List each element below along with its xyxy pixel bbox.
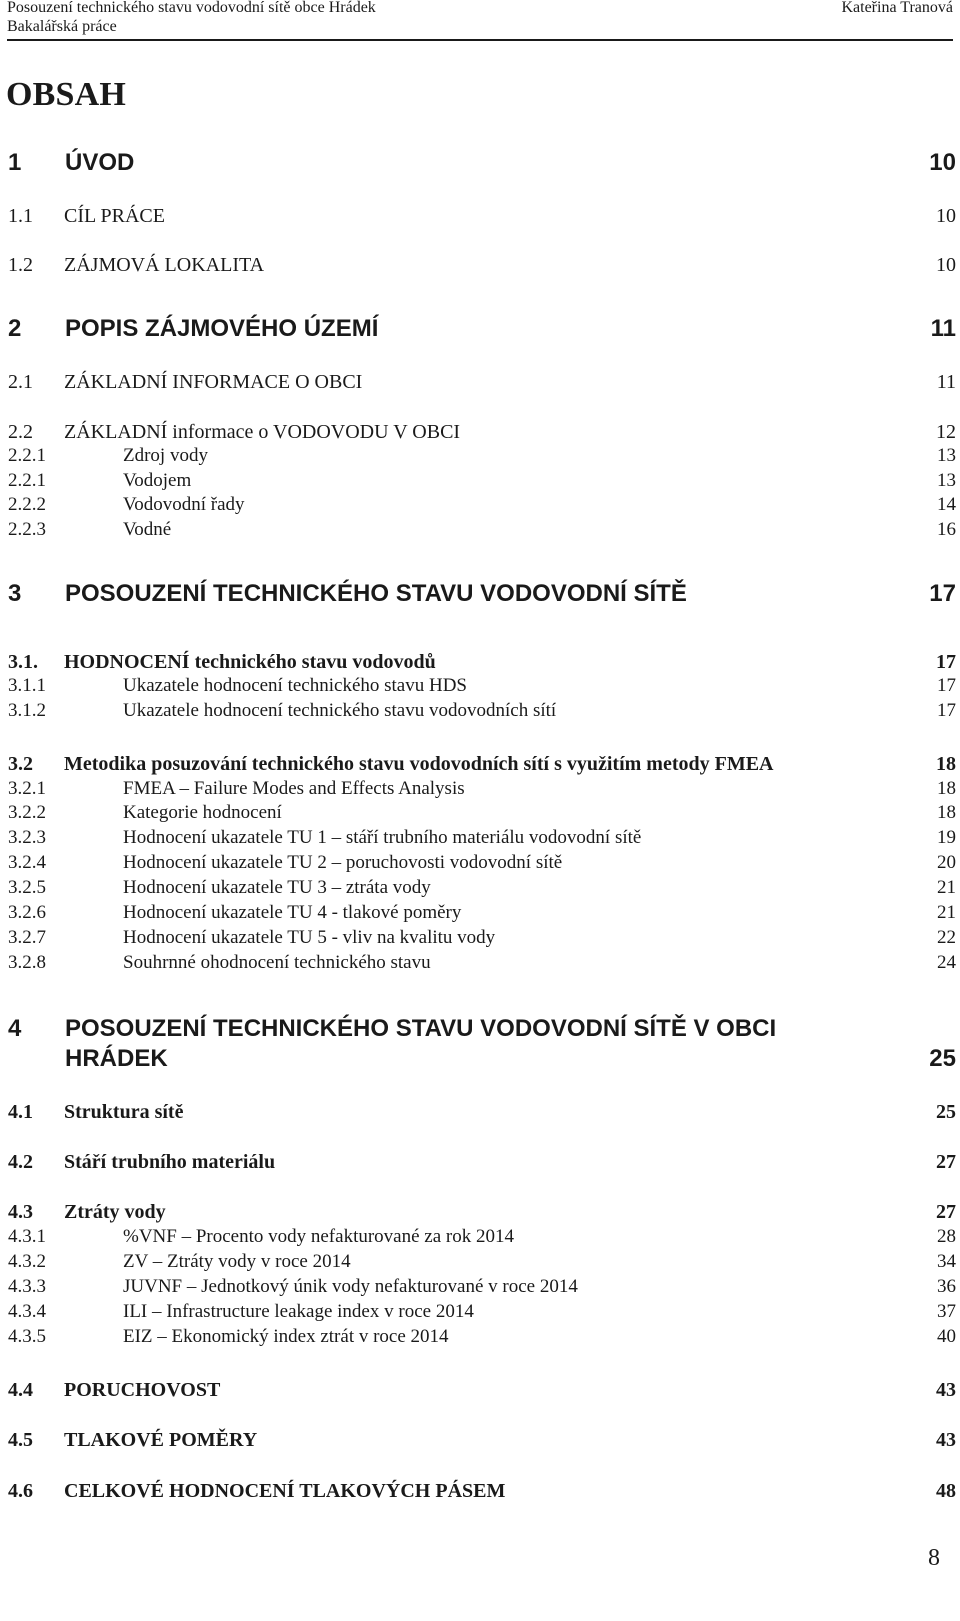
toc-entry-page: 10 xyxy=(936,254,956,276)
toc-entry-title: ÚVOD xyxy=(65,149,135,176)
toc-entry-number: 1 xyxy=(8,149,22,176)
header-doc-type: Bakalářská práce xyxy=(7,18,117,35)
toc-entry-number: 4.3.3 xyxy=(8,1276,46,1297)
toc-entry-chapter[interactable] xyxy=(8,148,956,178)
toc-entry-number: 3.2.5 xyxy=(8,877,46,898)
toc-entry-title: ZV – Ztráty vody v roce 2014 xyxy=(123,1251,351,1272)
toc-entry-page: 17 xyxy=(936,651,956,673)
toc-entry-number: 2.1 xyxy=(8,371,33,393)
toc-entry-number: 3.2.1 xyxy=(8,778,46,799)
toc-entry-page: 37 xyxy=(937,1301,956,1322)
toc-entry-subsection[interactable] xyxy=(8,801,956,825)
toc-entry-number: 2.2.3 xyxy=(8,519,46,540)
toc-entry-title: Kategorie hodnocení xyxy=(123,802,282,823)
toc-entry-page: 34 xyxy=(937,1251,956,1272)
toc-entry-title: Hodnocení ukazatele TU 4 - tlakové poměry xyxy=(123,902,462,923)
toc-entry-subsection[interactable] xyxy=(8,1250,956,1274)
toc-entry-number: 3.2.4 xyxy=(8,852,46,873)
toc-entry-subsection[interactable] xyxy=(8,1300,956,1324)
toc-entry-title: TLAKOVÉ POMĚRY xyxy=(64,1429,258,1451)
toc-entry-title: JUVNF – Jednotkový únik vody nefakturované v roce 2014 xyxy=(123,1276,578,1297)
toc-entry-title: Souhrnné ohodnocení technického stavu xyxy=(123,952,431,973)
toc-entry-section[interactable] xyxy=(8,1428,956,1452)
toc-entry-subsection[interactable] xyxy=(8,518,956,542)
toc-entry-chapter[interactable] xyxy=(8,314,956,344)
toc-entry-page: 17 xyxy=(937,700,956,721)
toc-entry-number: 3.2.6 xyxy=(8,902,46,923)
toc-entry-title: Ukazatele hodnocení technického stavu HDS xyxy=(123,675,467,696)
toc-entry-section[interactable] xyxy=(8,1378,956,1402)
toc-entry-number: 4.3.2 xyxy=(8,1251,46,1272)
toc-entry-subsection[interactable] xyxy=(8,876,956,900)
toc-entry-number: 3.2.3 xyxy=(8,827,46,848)
toc-entry-page: 22 xyxy=(937,927,956,948)
toc-entry-page: 21 xyxy=(937,877,956,898)
toc-entry-title: Hodnocení ukazatele TU 5 - vliv na kvalitu vody xyxy=(123,927,496,948)
toc-entry-section[interactable] xyxy=(8,752,956,776)
toc-entry-subsection[interactable] xyxy=(8,926,956,950)
toc-entry-page: 36 xyxy=(937,1276,956,1297)
toc-entry-subsection[interactable] xyxy=(8,674,956,698)
toc-entry-page: 17 xyxy=(929,580,956,607)
toc-entry-title: ILI – Infrastructure leakage index v roce 2014 xyxy=(123,1301,474,1322)
toc-entry-page: 18 xyxy=(937,802,956,823)
toc-entry-subsection[interactable] xyxy=(8,699,956,723)
toc-entry-subsection[interactable] xyxy=(8,493,956,517)
toc-entry-page: 18 xyxy=(936,753,956,775)
toc-entry-title: Zdroj vody xyxy=(123,445,208,466)
toc-entry-title: Vodné xyxy=(123,519,172,540)
toc-title: OBSAH xyxy=(6,76,127,113)
toc-entry-number: 4.4 xyxy=(8,1379,33,1401)
toc-entry-number: 4.3.1 xyxy=(8,1226,46,1247)
toc-entry-number: 4.3.5 xyxy=(8,1326,46,1347)
toc-entry-number: 2.2.1 xyxy=(8,445,46,466)
toc-entry-chapter[interactable] xyxy=(8,579,956,609)
toc-entry-title: Struktura sítě xyxy=(64,1101,184,1123)
toc-entry-title: Metodika posuzování technického stavu vodovodních sítí s využitím metody FMEA xyxy=(64,753,774,775)
toc-entry-title: HODNOCENÍ technického stavu vodovodů xyxy=(64,651,436,673)
toc-entry-subsection[interactable] xyxy=(8,1275,956,1299)
toc-entry-section[interactable] xyxy=(8,1150,956,1174)
toc-entry-chapter[interactable] xyxy=(8,1014,956,1074)
toc-entry-number: 3.2 xyxy=(8,753,33,775)
toc-entry-number: 4.3 xyxy=(8,1201,33,1223)
toc-entry-title: Hodnocení ukazatele TU 2 – poruchovosti vodovodní sítě xyxy=(123,852,563,873)
toc-entry-page: 11 xyxy=(936,371,956,393)
toc-entry-section[interactable] xyxy=(8,1479,956,1503)
toc-entry-title: Ukazatele hodnocení technického stavu vodovodních sítí xyxy=(123,700,557,721)
toc-entry-page: 20 xyxy=(937,852,956,873)
toc-entry-section[interactable] xyxy=(8,1100,956,1124)
toc-entry-title: FMEA – Failure Modes and Effects Analysis xyxy=(123,778,465,799)
toc-entry-section[interactable] xyxy=(8,650,956,674)
toc-entry-page: 11 xyxy=(930,315,956,342)
toc-entry-page: 21 xyxy=(937,902,956,923)
toc-entry-number: 4.6 xyxy=(8,1480,33,1502)
toc-entry-page: 48 xyxy=(936,1480,956,1502)
toc-entry-page: 25 xyxy=(936,1101,956,1123)
toc-entry-page: 40 xyxy=(937,1326,956,1347)
header-author: Kateřina Tranová xyxy=(841,0,953,16)
toc-entry-subsection[interactable] xyxy=(8,851,956,875)
toc-entry-number: 4.2 xyxy=(8,1151,33,1173)
toc-entry-title: POSOUZENÍ TECHNICKÉHO STAVU VODOVODNÍ SÍTĚ xyxy=(65,580,687,607)
toc-entry-title: ZÁKLADNÍ informace o VODOVODU V OBCI xyxy=(64,421,461,443)
toc-entry-page: 17 xyxy=(937,675,956,696)
toc-entry-page: 18 xyxy=(937,778,956,799)
toc-entry-page: 25 xyxy=(929,1045,956,1072)
toc-entry-page: 10 xyxy=(929,149,956,176)
toc-entry-subsection[interactable] xyxy=(8,951,956,975)
header-doc-title: Posouzení technického stavu vodovodní sítě obce Hrádek xyxy=(7,0,376,16)
toc-entry-section[interactable] xyxy=(8,370,956,394)
toc-entry-page: 10 xyxy=(936,205,956,227)
toc-entry-number: 1.2 xyxy=(8,254,33,276)
toc-entry-number: 3 xyxy=(8,580,22,607)
toc-entry-number: 4.5 xyxy=(8,1429,33,1451)
toc-entry-title: EIZ – Ekonomický index ztrát v roce 2014 xyxy=(123,1326,449,1347)
toc-entry-page: 14 xyxy=(937,494,956,515)
toc-entry-subsection[interactable] xyxy=(8,1225,956,1249)
toc-entry-number: 2 xyxy=(8,315,22,342)
toc-entry-number: 3.1. xyxy=(8,651,38,673)
toc-entry-number: 4 xyxy=(8,1015,22,1042)
toc-entry-title: CÍL PRÁCE xyxy=(64,205,165,227)
toc-entry-title: POSOUZENÍ TECHNICKÉHO STAVU VODOVODNÍ SÍTĚ V OBCI xyxy=(65,1015,777,1042)
toc-entry-number: 4.1 xyxy=(8,1101,33,1123)
toc-entry-subsection[interactable] xyxy=(8,826,956,850)
toc-entry-section[interactable] xyxy=(8,253,956,277)
toc-entry-page: 24 xyxy=(937,952,956,973)
toc-entry-title: CELKOVÉ HODNOCENÍ TLAKOVÝCH PÁSEM xyxy=(64,1480,506,1502)
toc-entry-page: 43 xyxy=(936,1429,956,1451)
toc-entry-number: 3.2.7 xyxy=(8,927,46,948)
toc-entry-subsection[interactable] xyxy=(8,901,956,925)
toc-entry-number: 2.2 xyxy=(8,421,33,443)
toc-entry-title-continued: HRÁDEK xyxy=(65,1045,168,1072)
toc-entry-title: PORUCHOVOST xyxy=(64,1379,221,1401)
toc-entry-section[interactable] xyxy=(8,204,956,228)
toc-entry-title: Ztráty vody xyxy=(64,1201,166,1223)
toc-entry-number: 3.1.2 xyxy=(8,700,46,721)
toc-entry-page: 19 xyxy=(937,827,956,848)
toc-entry-page: 27 xyxy=(936,1151,956,1173)
toc-entry-subsection[interactable] xyxy=(8,469,956,493)
toc-entry-subsection[interactable] xyxy=(8,444,956,468)
toc-entry-number: 4.3.4 xyxy=(8,1301,46,1322)
toc-entry-section[interactable] xyxy=(8,420,956,444)
toc-entry-number: 2.2.1 xyxy=(8,470,46,491)
toc-entry-title: Hodnocení ukazatele TU 1 – stáří trubního materiálu vodovodní sítě xyxy=(123,827,642,848)
toc-entry-number: 2.2.2 xyxy=(8,494,46,515)
toc-entry-number: 3.1.1 xyxy=(8,675,46,696)
toc-entry-subsection[interactable] xyxy=(8,1325,956,1349)
toc-entry-number: 1.1 xyxy=(8,205,33,227)
toc-entry-page: 43 xyxy=(936,1379,956,1401)
toc-entry-page: 13 xyxy=(937,445,956,466)
toc-entry-title: Stáří trubního materiálu xyxy=(64,1151,276,1173)
toc-entry-number: 3.2.2 xyxy=(8,802,46,823)
toc-entry-page: 13 xyxy=(937,470,956,491)
toc-entry-section[interactable] xyxy=(8,1200,956,1224)
toc-entry-page: 16 xyxy=(937,519,956,540)
toc-entry-page: 27 xyxy=(936,1201,956,1223)
toc-entry-title: Vodojem xyxy=(123,470,192,491)
toc-entry-page: 12 xyxy=(936,421,956,443)
toc-entry-title: POPIS ZÁJMOVÉHO ÚZEMÍ xyxy=(65,315,379,342)
toc-entry-subsection[interactable] xyxy=(8,777,956,801)
toc-entry-title: %VNF – Procento vody nefakturované za rok 2014 xyxy=(123,1226,514,1247)
page-number: 8 xyxy=(928,1545,940,1571)
toc-entry-title: ZÁJMOVÁ LOKALITA xyxy=(64,254,265,276)
toc-entry-title: Hodnocení ukazatele TU 3 – ztráta vody xyxy=(123,877,431,898)
toc-entry-number: 3.2.8 xyxy=(8,952,46,973)
toc-entry-page: 28 xyxy=(937,1226,956,1247)
toc-entry-title: Vodovodní řady xyxy=(123,494,245,515)
toc-entry-title: ZÁKLADNÍ INFORMACE O OBCI xyxy=(64,371,363,393)
